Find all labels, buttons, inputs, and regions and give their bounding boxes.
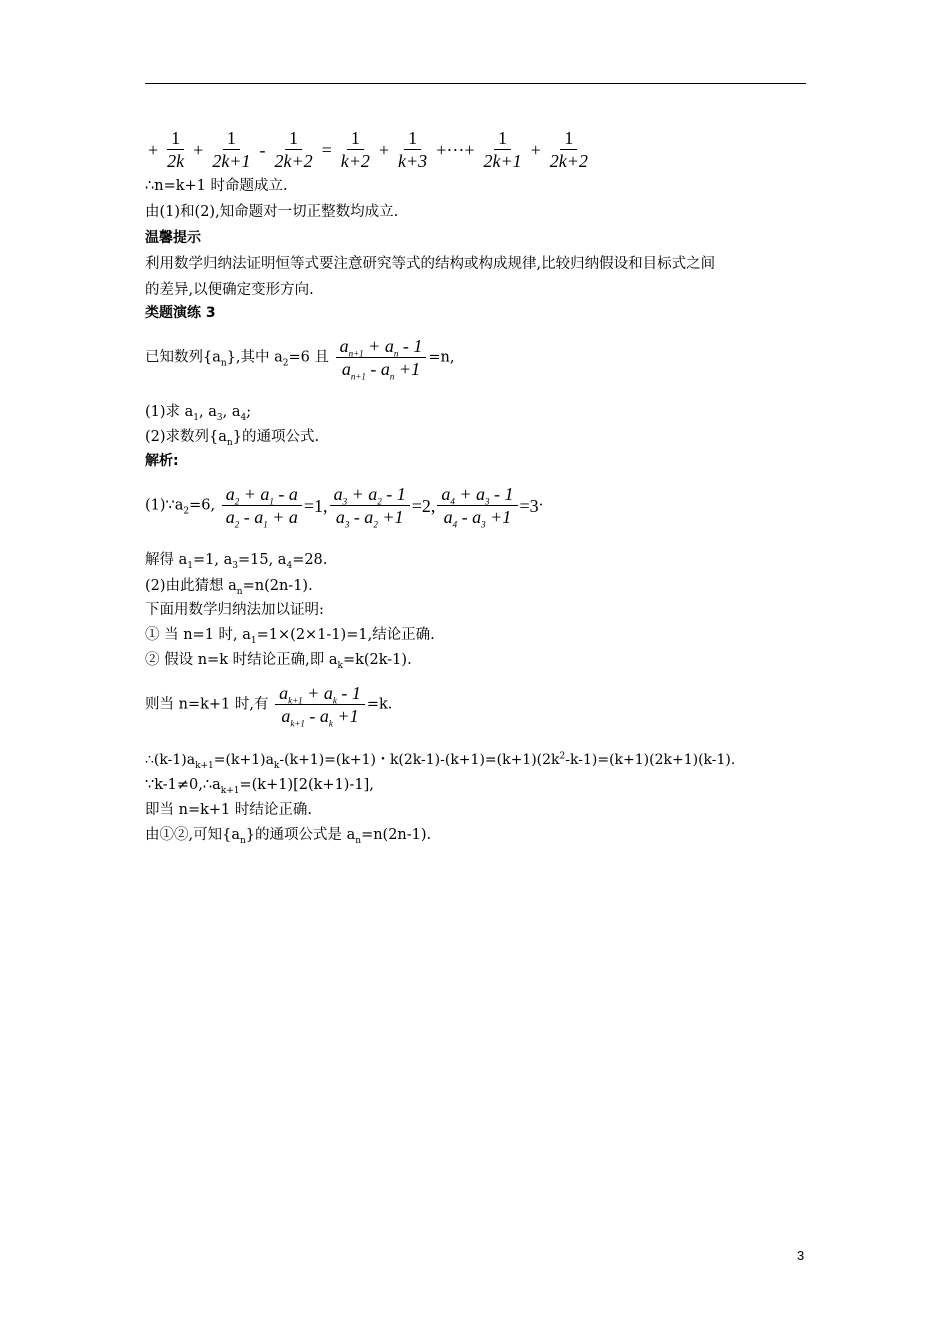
problem-statement: 已知数列$\{a_n\}$,其中 $a_2=6$ 且 $\frac{a_{n+1} + a_n - 1}{a_{n+1} - a_n +1}$ =n,: [145, 336, 455, 382]
fraction: $\frac{a_{k+1} + a_k - 1}{a_{k+1} - a_k +1}$: [275, 683, 365, 726]
text-line: ② 假设 n=k 时结论正确,即 $a_k=k(2k-1)$.: [145, 652, 412, 671]
fraction: $\frac{1}{2k+1}$: [212, 128, 251, 171]
op: +: [193, 139, 204, 160]
text-line: 由①②,可知$\{a_n\}$的通项公式是 $a_n=n(2n-1)$.: [145, 827, 432, 846]
op: =: [321, 139, 332, 160]
fraction: $\frac{1}{2k+2}$: [549, 128, 588, 171]
fraction: $\frac{1}{2k}$: [167, 128, 185, 171]
op: +···+: [436, 139, 475, 160]
text-line: ① 当 n=1 时, $a_1=1\times(2\times 1-1)=1$,结论正确.: [145, 627, 435, 646]
text-line: (2)由此猜想 $a_n=n(2n-1)$.: [145, 578, 313, 597]
equation-sum: [145, 128, 594, 171]
fraction: $\frac{1}{2k+2}$: [274, 128, 313, 171]
fraction: $\frac{1}{k+3}$: [398, 128, 428, 171]
solution-step-1: $(1)\because a_2=6$, $\frac{a_2 + a_1 - a}{a_2 - a_1 + a}$ =1, $\frac{a_3 + a_2 - 1}{a_3 - a_2 +1}$ =2, $\frac{a_4 + a_3 - 1}{a_4 - a_3 +1}$ =3 ·: [145, 484, 544, 530]
section-heading: 温馨提示: [145, 230, 201, 246]
fraction: $\frac{a_3 + a_2 - 1}{a_3 - a_2 +1}$: [330, 484, 410, 527]
text-line: 由(1)和(2),知命题对一切正整数均成立.: [145, 204, 399, 220]
section-heading: 解析:: [145, 453, 179, 469]
fraction: $\frac{1}{2k+1}$: [483, 128, 522, 171]
section-heading: 类题演练 3: [145, 305, 216, 321]
page-number: 3: [797, 1248, 805, 1263]
fraction: $\frac{a_4 + a_3 - 1}{a_4 - a_3 +1}$: [437, 484, 517, 527]
question-2: (2)求数列$\{a_n\}$的通项公式.: [145, 429, 320, 448]
op: -: [259, 139, 266, 160]
text-line: 的差异,以便确定变形方向.: [145, 282, 314, 298]
fraction: $\frac{a_{n+1} + a_n - 1}{a_{n+1} - a_n +1}$: [336, 336, 427, 379]
op: +: [530, 139, 541, 160]
text-line: 下面用数学归纳法加以证明:: [145, 602, 324, 618]
text-line: ∴n=k+1 时命题成立.: [145, 178, 288, 194]
fraction: $\frac{a_2 + a_1 - a}{a_2 - a_1 + a}$: [222, 484, 302, 527]
op: +: [378, 139, 390, 160]
text-line: 解得 $a_1=1$, $a_3=15$, $a_4=28$.: [145, 552, 328, 571]
header-rule: [145, 83, 806, 84]
text-line: 利用数学归纳法证明恒等式要注意研究等式的结构或构成规律,比较归纳假设和目标式之间: [145, 256, 716, 272]
text-line: $\therefore(k-1)a_{k+1}=(k+1)a_k-(k+1)=(k+1)$・$k(2k-1)-(k+1)=(k+1)(2k^2-k-1)=(k+1)(2k+1)(k-1)$.: [145, 751, 736, 771]
induction-step: 则当 n=k+1 时,有 $\frac{a_{k+1} + a_k - 1}{a_{k+1} - a_k +1}$ =k.: [145, 683, 393, 729]
text-line: 即当 n=k+1 时结论正确.: [145, 802, 312, 818]
fraction: $\frac{1}{k+2}$: [340, 128, 370, 171]
op: +: [148, 139, 159, 160]
text-line: $\because k-1\ne 0,\therefore a_{k+1}=(k+1)[2(k+1)-1]$,: [145, 777, 374, 796]
question-1: (1)求 $a_1$, $a_3$, $a_4$;: [145, 404, 252, 423]
